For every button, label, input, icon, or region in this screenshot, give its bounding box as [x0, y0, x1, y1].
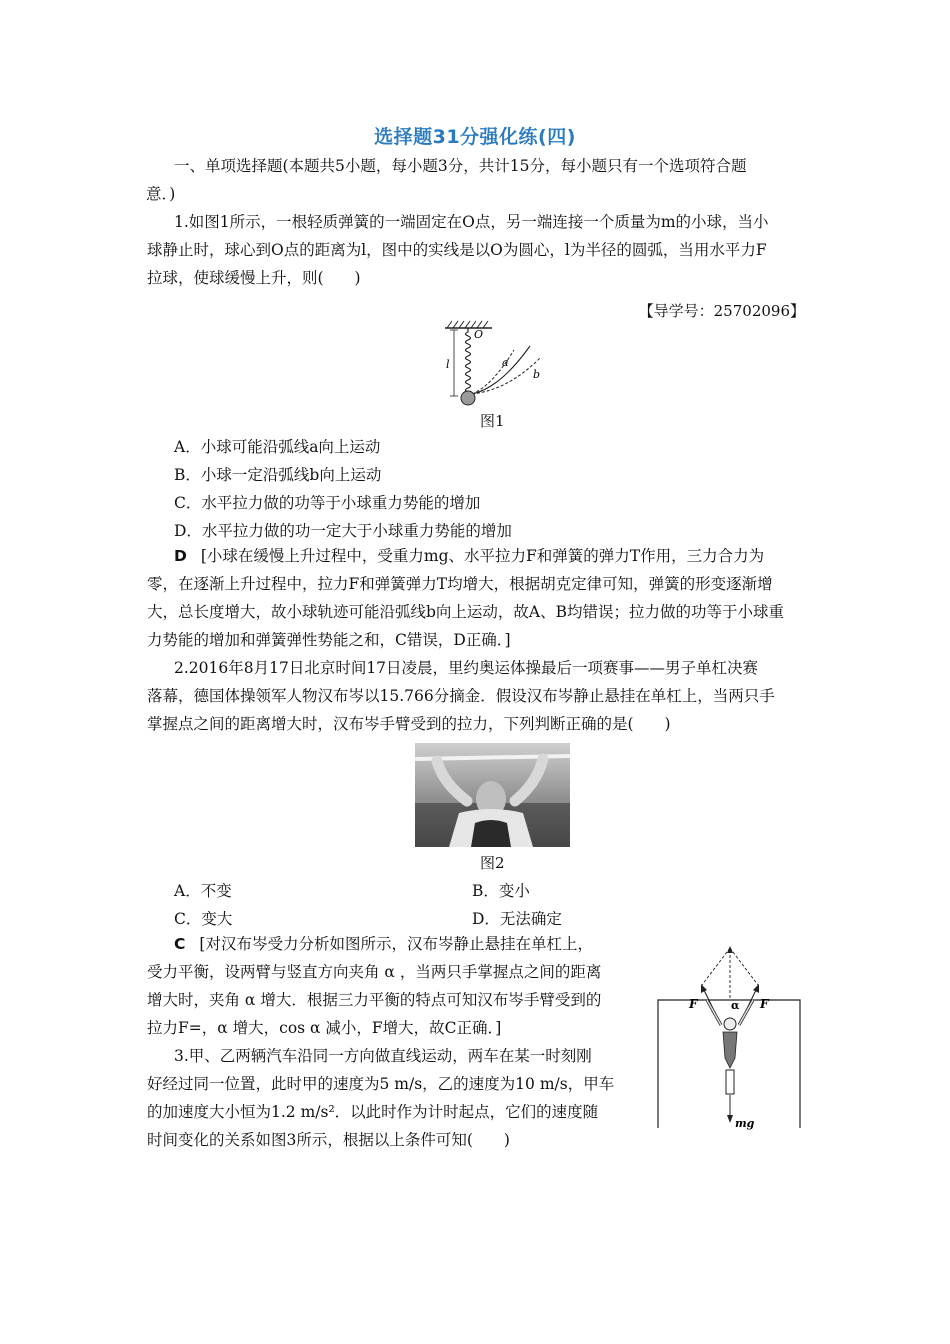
label-b: b — [533, 368, 541, 381]
spring-coil — [466, 328, 471, 394]
figure-2-caption: 图2 — [480, 854, 505, 872]
q1-explanation — [147, 542, 812, 654]
q2-option-d: D．无法确定 — [472, 910, 562, 928]
q2-option-c: C．变大 — [174, 910, 233, 928]
figure-2-gymnast-photo — [415, 743, 570, 847]
q1-expl-line-1: [小球在缓慢上升过程中，受重力mg、水平拉力F和弹簧的弹力T作用，三力合力为 — [200, 547, 765, 565]
q2-expl-line-4: 拉力F=，α 增大，cos α 减小，F增大，故C正确．] — [147, 1019, 502, 1037]
guide-number: 【导学号：25702096】 — [638, 302, 805, 320]
q3-stem-line-4: 时间变化的关系如图3所示，根据以上条件可知( ) — [147, 1131, 510, 1149]
q1-stem — [147, 208, 812, 292]
label-f-right: F — [760, 997, 769, 1011]
label-f-left: F — [689, 997, 698, 1011]
q1-expl-line-2: 零，在逐渐上升过程中，拉力F和弹簧弹力T均增大，根据胡克定律可知，弹簧的形变逐渐增 — [147, 575, 773, 593]
q2-answer-letter: C — [174, 935, 186, 953]
q2-explanation — [147, 930, 627, 1042]
q2-expl-line-3: 增大时，夹角 α 增大．根据三力平衡的特点可知汉布岑手臂受到的 — [147, 991, 602, 1009]
q2-stem-line-3: 掌握点之间的距离增大时，汉布岑手臂受到的拉力，下列判断正确的是( ) — [147, 715, 671, 733]
label-o: O — [474, 328, 484, 341]
q2-expl-line-1: [对汉布岑受力分析如图所示，汉布岑静止悬挂在单杠上， — [199, 935, 593, 953]
q1-option-c: C．水平拉力做的功等于小球重力势能的增加 — [174, 494, 481, 512]
q1-stem-line-1: 1.如图1所示，一根轻质弹簧的一端固定在O点，另一端连接一个质量为m的小球，当小 — [174, 213, 769, 231]
force-diagram — [655, 940, 805, 1140]
q3-stem-line-3: 的加速度大小恒为1.2 m/s²．以此时作为计时起点，它们的速度随 — [147, 1103, 599, 1121]
q2-option-a: A．不变 — [174, 882, 232, 900]
page-title: 选择题31分强化练(四) — [374, 126, 576, 148]
q1-option-d: D．水平拉力做的功一定大于小球重力势能的增加 — [174, 522, 512, 540]
q1-stem-line-2: 球静止时，球心到O点的距离为l，图中的实线是以O为圆心，l为半径的圆弧，当用水平力F — [147, 241, 767, 259]
q1-option-b: B．小球一定沿弧线b向上运动 — [174, 466, 382, 484]
dash-right-top — [730, 948, 758, 985]
q1-expl-line-3: 大，总长度增大，故小球轨迹可能沿弧线b向上运动，故A、B均错误；拉力做的功等于小球重 — [147, 603, 785, 621]
diagram-head — [724, 1018, 736, 1030]
ball — [461, 391, 475, 405]
ceiling-hatch — [447, 321, 488, 328]
q3-stem — [147, 1042, 627, 1154]
q2-stem-line-1: 2.2016年8月17日北京时间17日凌晨，里约奥运体操最后一项赛事——男子单杠决赛 — [174, 659, 759, 677]
section-line-1: 一、单项选择题(本题共5小题，每小题3分，共计15分，每小题只有一个选项符合题 — [174, 157, 747, 175]
arc-solid — [472, 346, 530, 394]
label-l: l — [446, 358, 450, 371]
q2-option-b: B．变小 — [472, 882, 530, 900]
q2-expl-line-2: 受力平衡，设两臂与竖直方向夹角 α ，当两只手掌握点之间的距离 — [147, 963, 602, 981]
q3-stem-line-1: 3.甲、乙两辆汽车沿同一方向做直线运动，两车在某一时刻刚 — [174, 1047, 592, 1065]
q3-stem-line-2: 好经过同一位置，此时甲的速度为5 m/s，乙的速度为10 m/s，甲车 — [147, 1075, 615, 1093]
q2-stem-line-2: 落幕，德国体操领军人物汉布岑以15.766分摘金．假设汉布岑静止悬挂在单杠上，当两只手 — [147, 687, 775, 705]
section-line-2: 意．) — [146, 185, 176, 203]
label-a: a — [502, 356, 509, 369]
figure-1-spring-diagram — [430, 318, 560, 410]
q1-answer-letter: D — [174, 547, 187, 565]
figure-1-caption: 图1 — [480, 412, 505, 430]
label-alpha: α — [731, 999, 740, 1012]
q1-stem-line-3: 拉球，使球缓慢上升，则( ) — [147, 269, 361, 287]
dash-left-top — [702, 948, 730, 985]
diagram-body — [723, 1032, 737, 1068]
q1-option-a: A．小球可能沿弧线a向上运动 — [174, 438, 381, 456]
diagram-legs — [726, 1070, 734, 1094]
section-intro — [147, 152, 807, 208]
q2-stem — [147, 654, 812, 738]
q1-expl-line-4: 力势能的增加和弹簧弹性势能之和，C错误，D正确．] — [147, 631, 511, 649]
label-mg: mg — [735, 1117, 755, 1130]
